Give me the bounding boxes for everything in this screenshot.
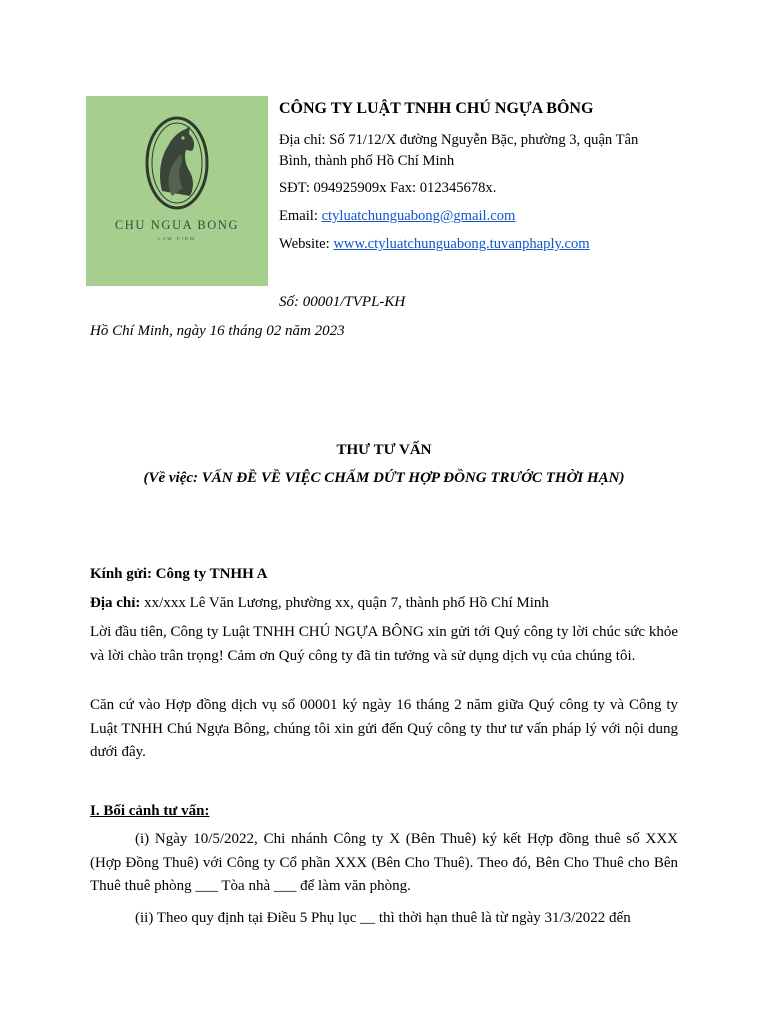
recipient-address-label: Địa chỉ:	[90, 595, 141, 611]
basis-paragraph: Căn cứ vào Hợp đồng dịch vụ số 00001 ký ngày 16 tháng 2 năm giữa Quý công ty và Công ty Luật TNHH Chú Ngựa Bông, chúng tôi xin gửi đến Quý công ty thư tư vấn pháp lý với nội dung dưới đây.	[90, 697, 678, 760]
website-link[interactable]: www.ctyluatchunguabong.tuvanphaply.com	[333, 236, 590, 252]
context-item-2: (ii) Theo quy định tại Điều 5 Phụ lục __ thì thời hạn thuê là từ ngày 31/3/2022 đến	[135, 910, 631, 926]
letter-title: THƯ TƯ VẤN	[336, 442, 432, 458]
website-label: Website:	[279, 236, 334, 252]
intro-paragraph: Lời đầu tiên, Công ty Luật TNHH CHÚ NGỰA BÔNG xin gửi tới Quý công ty lời chúc sức khỏe và lời chào trân trọng! Cảm ơn Quý công ty đã tin tưởng và sử dụng dịch vụ của chúng tôi.	[90, 624, 678, 664]
horse-emblem-icon	[86, 96, 268, 286]
recipient-address-value: xx/xxx Lê Văn Lương, phường xx, quận 7, thành phố Hồ Chí Minh	[140, 595, 549, 611]
recipient-address	[90, 592, 678, 616]
recipient-text: Kính gửi: Công ty TNHH A	[90, 566, 268, 582]
email-label: Email:	[279, 208, 322, 224]
letter-subject: (Về việc: VẤN ĐỀ VỀ VIỆC CHẤM DỨT HỢP ĐỒNG TRƯỚC THỜI HẠN)	[143, 470, 625, 486]
company-name: CÔNG TY LUẬT TNHH CHÚ NGỰA BÔNG	[279, 100, 594, 117]
email-link[interactable]: ctyluatchunguabong@gmail.com	[321, 208, 516, 224]
reference-number: Số: 00001/TVPL-KH	[279, 294, 406, 310]
letter-date: Hồ Chí Minh, ngày 16 tháng 02 năm 2023	[90, 323, 345, 339]
recipient	[90, 563, 678, 587]
company-website	[279, 236, 659, 253]
logo-wordmark: CHU NGUA BONG	[114, 218, 240, 232]
company-logo	[86, 96, 268, 286]
company-phone: SĐT: 094925909x Fax: 012345678x.	[279, 180, 497, 196]
section-heading: I. Bối cảnh tư vấn:	[90, 803, 210, 819]
company-address: Địa chỉ: Số 71/12/X đường Nguyễn Bặc, phường 3, quận Tân Bình, thành phố Hồ Chí Minh	[279, 132, 639, 169]
company-email	[279, 208, 659, 225]
logo-tagline: LAW FIRM	[158, 236, 196, 241]
context-item-1: (i) Ngày 10/5/2022, Chi nhánh Công ty X (Bên Thuê) ký kết Hợp đồng thuê số XXX (Hợp Đồng Thuê) với Công ty Cổ phần XXX (Bên Cho Thuê). Theo đó, Bên Cho Thuê cho Bên Thuê thuê phòng ___ Tòa nhà ___ để làm văn phòng.	[90, 831, 678, 894]
